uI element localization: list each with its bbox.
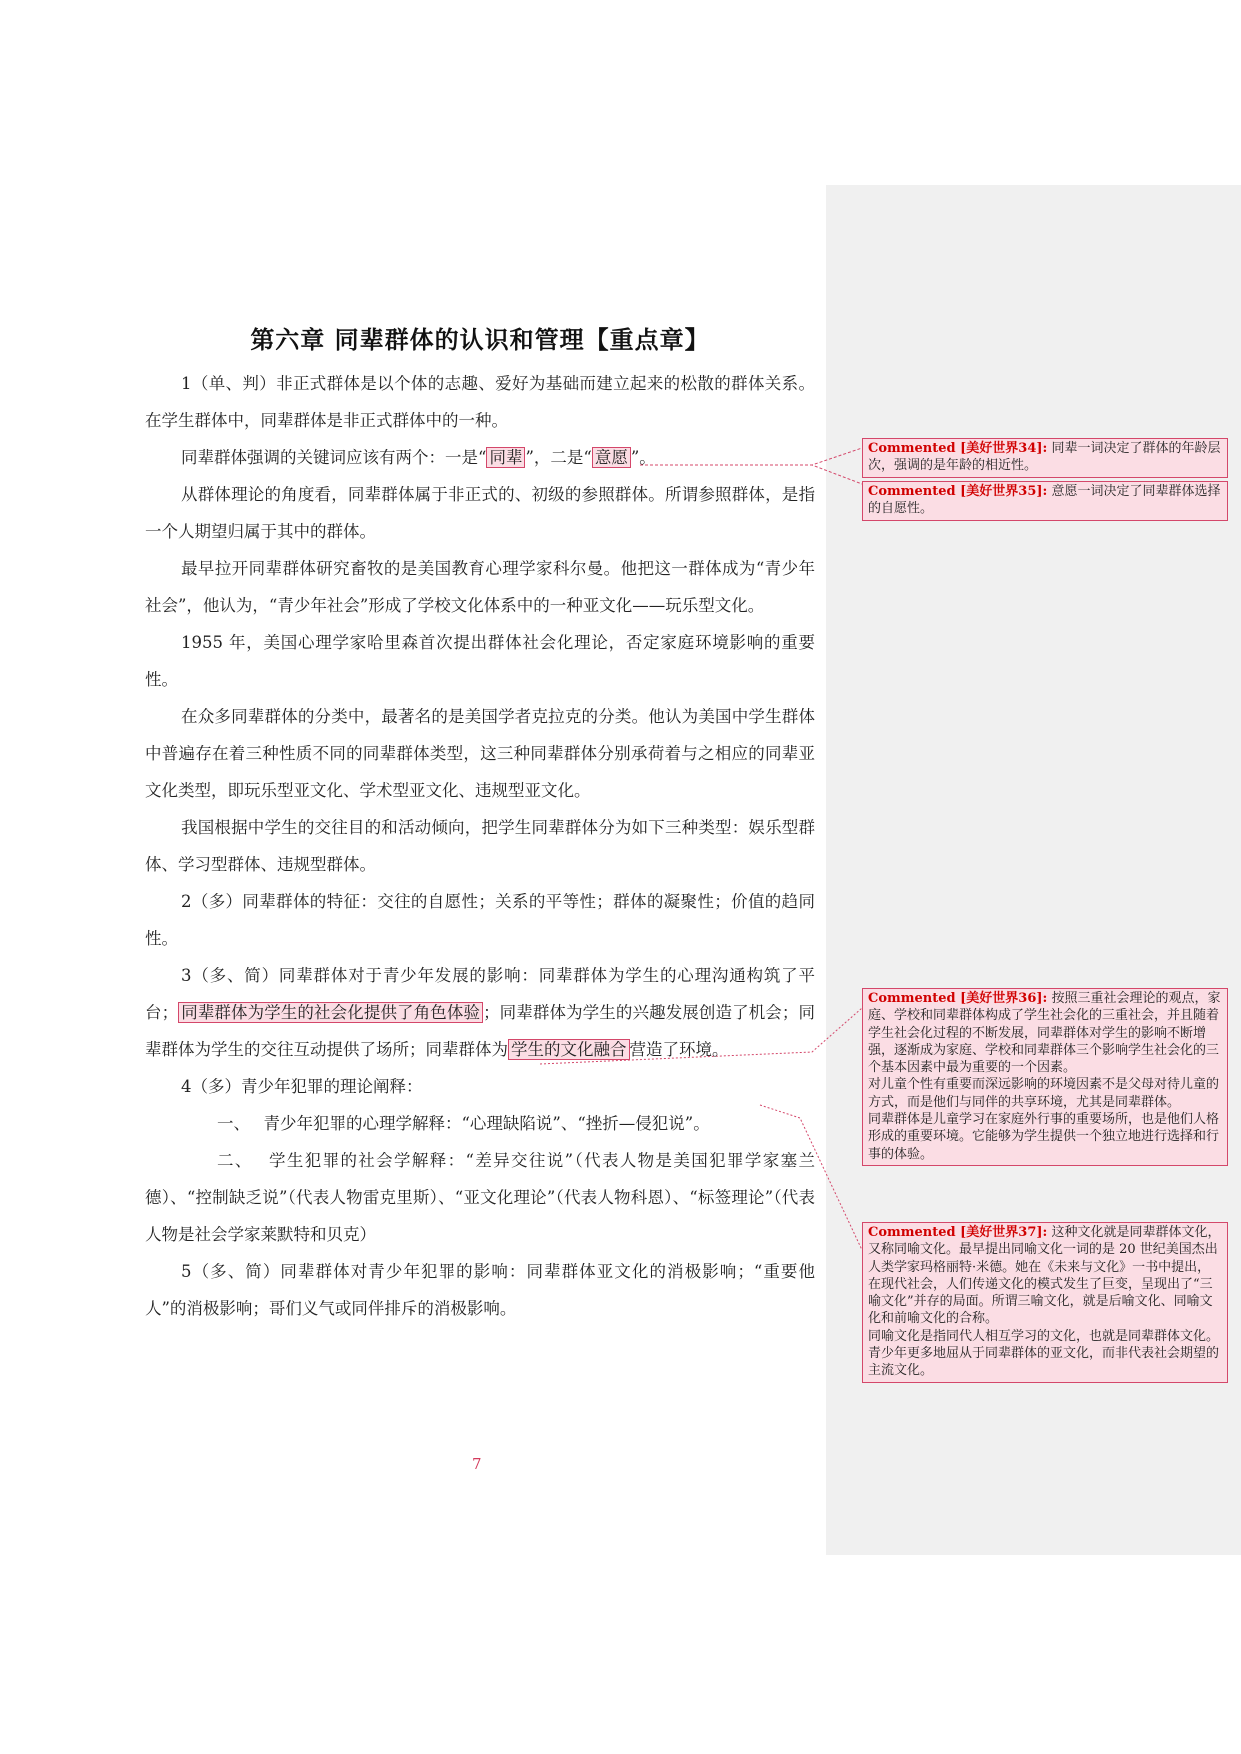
comment-37-text: 这种文化就是同辈群体文化，又称同喻文化。最早提出同喻文化一词的是 20 世纪美国杰出人类学家玛格丽特·米德。她在《未来与文化》一书中提出，在现代社会，人们传递文化的模式发生了巨变，呈现出了“三喻文化”并存的局面。所谓三喻文化，就是后喻文化、同喻文化和前喻文化的合称。 xyxy=(868,1225,1221,1327)
paragraph-3: 从群体理论的角度看，同辈群体属于非正式的、初级的参照群体。所谓参照群体，是指一个人期望归属于其中的群体。 xyxy=(145,485,815,541)
paragraph-5: 1955 年，美国心理学家哈里森首次提出群体社会化理论，否定家庭环境影响的重要性。 xyxy=(145,633,815,689)
paragraph-2-part-a: 同辈群体强调的关键词应该有两个：一是“ xyxy=(181,448,487,467)
paragraph-2 xyxy=(145,439,815,476)
comment-37-extra-1: 同喻文化是指同代人相互学习的文化，也就是同辈群体文化。 xyxy=(868,1328,1220,1344)
paragraph-10: 4（多）青少年犯罪的理论阐释： xyxy=(181,1077,423,1096)
paragraph-13: 5（多、简）同辈群体对青少年犯罪的影响：同辈群体亚文化的消极影响；“重要他人”的消极影响；哥们义气或同伴排斥的消极影响。 xyxy=(145,1262,815,1318)
comment-34[interactable] xyxy=(862,438,1228,478)
paragraph-9-part-a: 3（多、简）同辈群体对于青少年发展的影响：同辈群体为学生的心理沟通构筑了平台； xyxy=(145,966,815,1022)
comment-34-author: Commented [美好世界34]: xyxy=(868,441,1048,456)
comment-36[interactable] xyxy=(862,988,1228,1166)
highlight-culture-fusion[interactable]: 学生的文化融合 xyxy=(508,1039,630,1060)
comment-35-author: Commented [美好世界35]: xyxy=(868,484,1048,499)
paragraph-6: 在众多同辈群体的分类中，最著名的是美国学者克拉克的分类。他认为美国中学生群体中普遍存在着三种性质不同的同辈群体类型，这三种同辈群体分别承荷着与之相应的同辈亚文化类型，即玩乐型亚文化、学术型亚文化、违规型亚文化。 xyxy=(145,707,815,800)
comment-37-author: Commented [美好世界37]: xyxy=(868,1225,1048,1240)
page-number: 7 xyxy=(472,1455,482,1473)
list-item-2: 二、 学生犯罪的社会学解释：“差异交往说”（代表人物是美国犯罪学家塞兰德）、“控制缺乏说”（代表人物雷克里斯）、“亚文化理论”（代表人物科恩）、“标签理论”（代表人物是社会学家莱默特和贝克） xyxy=(145,1151,815,1244)
paragraph-2-part-c: ”，二是“ xyxy=(525,448,592,467)
comment-36-extra-2: 同辈群体是儿童学习在家庭外行事的重要场所，也是他们人格形成的重要环境。它能够为学生提供一个独立地进行选择和行事的体验。 xyxy=(868,1112,1220,1162)
comment-35[interactable] xyxy=(862,481,1228,521)
comment-36-extra-1: 对儿童个性有重要而深远影响的环境因素不是父母对待儿童的方式，而是他们与同伴的共享环境，尤其是同辈群体。 xyxy=(868,1077,1220,1110)
highlight-role-experience[interactable]: 同辈群体为学生的社会化提供了角色体验 xyxy=(178,1002,483,1023)
paragraph-1: 1（单、判）非正式群体是以个体的志趣、爱好为基础而建立起来的松散的群体关系。在学生群体中，同辈群体是非正式群体中的一种。 xyxy=(145,374,815,430)
comment-35-text: 意愿一词决定了同辈群体选择的自愿性。 xyxy=(868,484,1221,517)
comment-36-text: 按照三重社会理论的观点，家庭、学校和同辈群体构成了学生社会化的三重社会，并且随着学生社会化过程的不断发展，同辈群体对学生的影响不断增强，逐渐成为家庭、学校和同辈群体三个影响学生社会化的三个基本因素中最为重要的一个因素。 xyxy=(868,991,1221,1076)
paragraph-9-part-c: ；同辈群体为学生的兴趣发展创造了机会；同辈群体为学生的交往互动提供了场所；同辈群体为 xyxy=(145,1003,816,1059)
paragraph-7: 我国根据中学生的交往目的和活动倾向，把学生同辈群体分为如下三种类型：娱乐型群体、学习型群体、违规型群体。 xyxy=(145,818,815,874)
highlight-yiyuan[interactable]: 意愿 xyxy=(592,447,631,468)
highlight-tongbei[interactable]: 同辈 xyxy=(486,447,525,468)
page-title: 第六章 同辈群体的认识和管理【重点章】 xyxy=(250,326,710,354)
paragraph-2-part-e: ”。 xyxy=(630,448,656,467)
list-item-1: 一、 青少年犯罪的心理学解释：“心理缺陷说”、“挫折—侵犯说”。 xyxy=(217,1114,710,1133)
comment-37[interactable] xyxy=(862,1222,1228,1383)
paragraph-9 xyxy=(145,957,815,1068)
paragraph-8: 2（多）同辈群体的特征：交往的自愿性；关系的平等性；群体的凝聚性；价值的趋同性。 xyxy=(145,892,815,948)
paragraph-9-part-e: 营造了环境。 xyxy=(629,1040,729,1059)
document-body xyxy=(145,320,815,1327)
comment-34-text: 同辈一词决定了群体的年龄层次，强调的是年龄的相近性。 xyxy=(868,441,1221,474)
comment-37-extra-2: 青少年更多地屈从于同辈群体的亚文化，而非代表社会期望的主流文化。 xyxy=(868,1346,1220,1379)
comment-36-author: Commented [美好世界36]: xyxy=(868,991,1048,1006)
paragraph-4: 最早拉开同辈群体研究畜牧的是美国教育心理学家科尔曼。他把这一群体成为“青少年社会”，他认为，“青少年社会”形成了学校文化体系中的一种亚文化——玩乐型文化。 xyxy=(145,559,815,615)
margin-label xyxy=(826,185,1241,191)
